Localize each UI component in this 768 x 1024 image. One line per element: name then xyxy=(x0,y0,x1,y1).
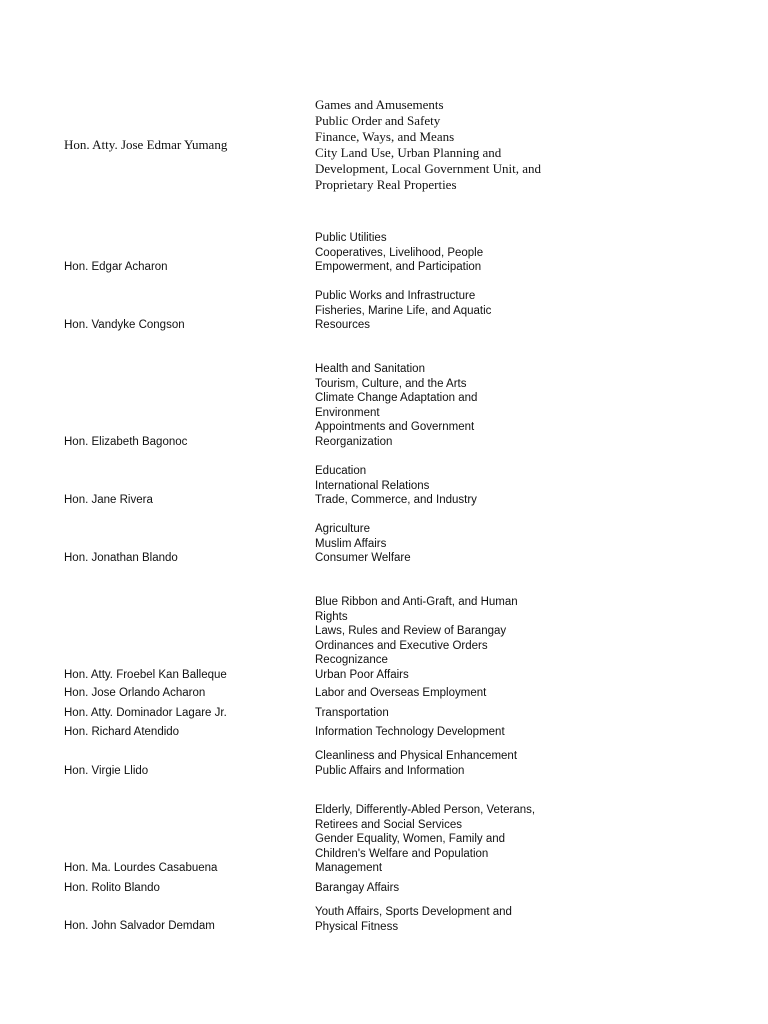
committee-item: Children's Welfare and Population xyxy=(315,847,489,860)
committee-item: Youth Affairs, Sports Development and xyxy=(315,906,512,918)
committee-list xyxy=(315,686,570,701)
committee-list xyxy=(315,803,570,876)
councilor-name: Hon. Atty. Froebel Kan Balleque xyxy=(64,669,227,681)
councilor-name: Hon. Rolito Blando xyxy=(64,882,160,894)
committee-item: Public Affairs and Information xyxy=(315,764,465,777)
councilor-name: Hon. Jane Rivera xyxy=(64,494,153,506)
committee-item: Rights xyxy=(315,610,348,623)
committee-item: Management xyxy=(315,862,383,875)
committee-list xyxy=(315,231,570,275)
committee-item: Gender Equality, Women, Family and xyxy=(315,833,506,846)
committee-item: Urban Poor Affairs xyxy=(315,668,409,681)
committee-item: Laws, Rules and Review of Barangay xyxy=(315,625,507,638)
committee-item: Elderly, Differently-Abled Person, Veterans, xyxy=(315,804,536,816)
councilor-name: Hon. Virgie Llido xyxy=(64,765,149,777)
committee-item: Transportation xyxy=(315,707,389,719)
committee-item: Public Utilities xyxy=(315,232,387,244)
committee-item: Development, Local Government Unit, and xyxy=(315,161,541,176)
committee-item: Proprietary Real Properties xyxy=(315,177,457,192)
committee-item: Public Order and Safety xyxy=(315,113,441,128)
committee-list xyxy=(315,749,570,778)
councilor-name: Hon. John Salvador Demdam xyxy=(64,920,215,932)
committee-item: Games and Amusements xyxy=(315,97,444,112)
committee-item: Environment xyxy=(315,406,380,419)
committee-item: Blue Ribbon and Anti-Graft, and Human xyxy=(315,596,518,608)
committee-item: Resources xyxy=(315,319,370,332)
committee-item: Public Works and Infrastructure xyxy=(315,290,476,302)
committee-list xyxy=(315,595,570,683)
committee-item: Climate Change Adaptation and xyxy=(315,392,478,405)
councilor-name: Hon. Jonathan Blando xyxy=(64,552,178,564)
committee-list xyxy=(315,706,570,721)
committee-list xyxy=(315,97,570,193)
committee-list xyxy=(315,881,570,896)
committee-item: Physical Fitness xyxy=(315,920,399,933)
committee-item: Retirees and Social Services xyxy=(315,818,463,831)
committee-item: Information Technology Development xyxy=(315,726,505,738)
committee-item: International Relations xyxy=(315,479,430,492)
committee-list xyxy=(315,522,570,566)
councilor-name: Hon. Vandyke Congson xyxy=(64,319,185,331)
councilor-name: Hon. Edgar Acharon xyxy=(64,261,168,273)
committee-item: Fisheries, Marine Life, and Aquatic xyxy=(315,304,492,317)
committee-item: Consumer Welfare xyxy=(315,552,411,565)
councilor-name: Hon. Atty. Dominador Lagare Jr. xyxy=(64,707,227,719)
committee-item: Health and Sanitation xyxy=(315,363,425,375)
committee-item: Tourism, Culture, and the Arts xyxy=(315,377,467,390)
committee-item: Recognizance xyxy=(315,654,388,667)
councilor-name: Hon. Richard Atendido xyxy=(64,726,180,738)
committee-item: City Land Use, Urban Planning and xyxy=(315,145,502,160)
committee-item: Empowerment, and Participation xyxy=(315,261,482,274)
councilor-name: Hon. Ma. Lourdes Casabuena xyxy=(64,862,218,874)
committee-item: Cooperatives, Livelihood, People xyxy=(315,246,484,259)
committee-item: Ordinances and Executive Orders xyxy=(315,639,488,652)
councilor-name: Hon. Elizabeth Bagonoc xyxy=(64,436,188,448)
councilor-name: Hon. Jose Orlando Acharon xyxy=(64,687,206,699)
committee-item: Cleanliness and Physical Enhancement xyxy=(315,750,518,762)
committee-item: Trade, Commerce, and Industry xyxy=(315,494,477,507)
committee-item: Reorganization xyxy=(315,435,393,448)
councilor-name: Hon. Atty. Jose Edmar Yumang xyxy=(64,137,228,152)
committee-item: Muslim Affairs xyxy=(315,537,387,550)
committee-list xyxy=(315,725,570,740)
committee-item: Labor and Overseas Employment xyxy=(315,687,487,699)
committee-item: Agriculture xyxy=(315,523,370,535)
committee-item: Education xyxy=(315,465,367,477)
committee-item: Appointments and Government xyxy=(315,421,475,434)
committee-item: Barangay Affairs xyxy=(315,882,400,894)
committee-item: Finance, Ways, and Means xyxy=(315,129,455,144)
committee-list xyxy=(315,905,570,934)
committee-list xyxy=(315,289,570,333)
committee-list xyxy=(315,362,570,450)
committee-list xyxy=(315,464,570,508)
